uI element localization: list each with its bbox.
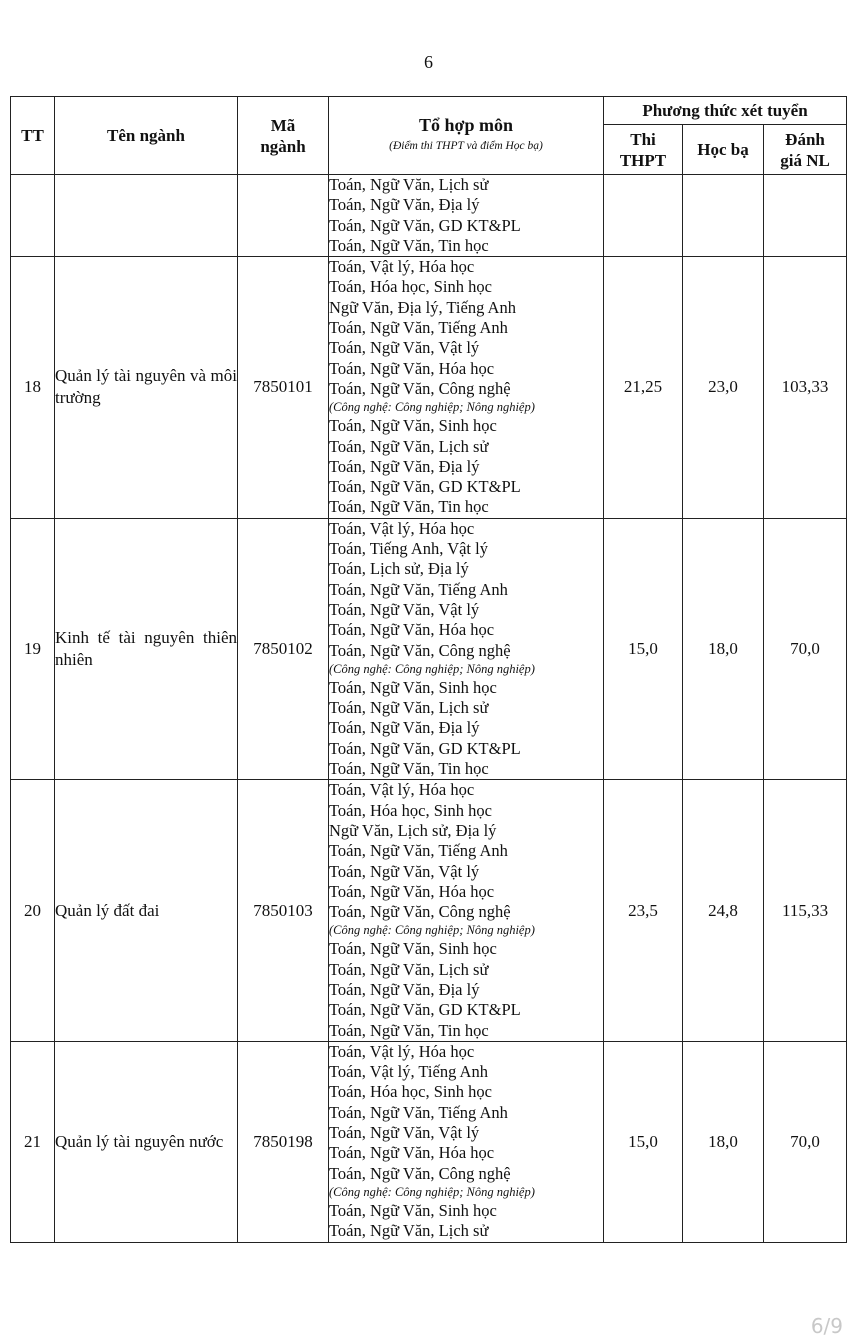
combo-item: Toán, Ngữ Văn, Sinh học [329,1200,497,1220]
row-name [55,175,238,257]
header-name: Tên ngành [55,97,238,175]
row-code: 7850198 [238,1041,329,1242]
row-thpt [604,175,683,257]
combo-item: Toán, Ngữ Văn, Công nghệ [329,902,511,922]
combo-item: Ngữ Văn, Lịch sử, Địa lý [329,820,497,840]
row-thpt-score: 15,0 [604,518,683,780]
row-combos [329,780,604,1042]
combo-note: (Công nghệ: Công nghiệp; Nông nghiệp) [329,1184,535,1199]
combo-item: Toán, Ngữ Văn, Vật lý [329,1123,480,1143]
header-nl [764,125,847,175]
combo-item: Toán, Vật lý, Hóa học [329,257,475,277]
combo-item: Toán, Ngữ Văn, Công nghệ [329,1163,511,1183]
combo-item: Toán, Ngữ Văn, Lịch sử [329,1221,489,1241]
combo-item: Toán, Vật lý, Hóa học [329,780,475,800]
row-tt: 20 [11,780,55,1042]
combo-note: (Công nghệ: Công nghiệp; Nông nghiệp) [329,661,535,676]
combo-item: Toán, Ngữ Văn, Hóa học [329,1143,495,1163]
row-code: 7850103 [238,780,329,1042]
admissions-table [10,96,847,1243]
combo-item: Toán, Ngữ Văn, Hóa học [329,358,495,378]
combo-item: Toán, Ngữ Văn, Vật lý [329,599,480,619]
combo-item: Toán, Hóa học, Sinh học [329,1082,492,1102]
header-thpt-line1: Thi [630,129,656,149]
row-name: Quản lý tài nguyên nước [55,1041,238,1242]
row-code: 7850101 [238,257,329,519]
combo-item: Toán, Ngữ Văn, Tiếng Anh [329,318,508,338]
header-thpt-line2: THPT [619,150,667,170]
combo-note: (Công nghệ: Công nghiệp; Nông nghiệp) [329,923,535,938]
combo-item: Toán, Ngữ Văn, Vật lý [329,861,480,881]
table-row-continuation [11,175,847,257]
row-combos [329,175,604,257]
header-nl-line2: giá NL [780,150,830,170]
combo-item: Toán, Vật lý, Hóa học [329,518,475,538]
row-hocba-score: 23,0 [683,257,764,519]
combo-item: Toán, Ngữ Văn, Địa lý [329,979,480,999]
row-nl-score: 103,33 [764,257,847,519]
row-combos [329,1041,604,1242]
combo-item: Toán, Vật lý, Tiếng Anh [329,1062,488,1082]
row-hocba-score: 24,8 [683,780,764,1042]
combo-item: Toán, Ngữ Văn, Tin học [329,759,489,779]
combo-item: Toán, Ngữ Văn, Tiếng Anh [329,841,508,861]
combo-item: Ngữ Văn, Địa lý, Tiếng Anh [329,297,516,317]
row-thpt-score: 23,5 [604,780,683,1042]
combo-item: Toán, Ngữ Văn, Sinh học [329,416,497,436]
row-nl-score: 70,0 [764,518,847,780]
header-thpt [604,125,683,175]
row-tt: 18 [11,257,55,519]
combo-item: Toán, Lịch sử, Địa lý [329,559,469,579]
header-tt: TT [11,97,55,175]
header-code-line1: Mã [270,115,296,135]
combo-item: Toán, Ngữ Văn, Sinh học [329,677,497,697]
header-combos-note: (Điểm thi THPT và điểm Học bạ) [389,139,543,152]
page-number: 6 [424,52,433,72]
row-combos [329,257,604,519]
combo-item: Toán, Ngữ Văn, GD KT&PL [329,1000,521,1020]
combo-item: Toán, Hóa học, Sinh học [329,800,492,820]
row-hocba [683,175,764,257]
combo-item: Toán, Ngữ Văn, Hóa học [329,620,495,640]
combo-item: Toán, Ngữ Văn, Công nghệ [329,640,511,660]
combo-item: Toán, Ngữ Văn, GD KT&PL [329,477,521,497]
row-nl-score: 115,33 [764,780,847,1042]
row-combos [329,518,604,780]
combo-item: Toán, Ngữ Văn, Lịch sử [329,175,489,194]
combo-item: Toán, Tiếng Anh, Vật lý [329,539,488,559]
row-hocba-score: 18,0 [683,518,764,780]
combo-item: Toán, Ngữ Văn, Lịch sử [329,698,489,718]
combo-item: Toán, Ngữ Văn, Địa lý [329,718,480,738]
combo-item: Toán, Ngữ Văn, Lịch sử [329,959,489,979]
combo-item: Toán, Ngữ Văn, GD KT&PL [329,215,521,235]
row-thpt-score: 15,0 [604,1041,683,1242]
table-row [11,1041,847,1242]
row-tt [11,175,55,257]
combo-item: Toán, Ngữ Văn, Tin học [329,497,489,517]
combo-item: Toán, Ngữ Văn, Địa lý [329,195,480,215]
page-corner-mark: 6/9 [810,1314,843,1338]
combo-item: Toán, Ngữ Văn, Lịch sử [329,436,489,456]
header-hocba: Học bạ [683,125,764,175]
combo-item: Toán, Ngữ Văn, Hóa học [329,881,495,901]
header-combos-title: Tổ hợp môn [419,114,513,135]
combo-item: Toán, Ngữ Văn, Tiếng Anh [329,579,508,599]
combo-item: Toán, Vật lý, Hóa học [329,1041,475,1061]
combo-item: Toán, Ngữ Văn, Địa lý [329,456,480,476]
table-row [11,780,847,1042]
combo-item: Toán, Ngữ Văn, Tin học [329,235,489,255]
row-nl [764,175,847,257]
combo-note: (Công nghệ: Công nghiệp; Nông nghiệp) [329,400,535,415]
combo-item: Toán, Ngữ Văn, Vật lý [329,338,480,358]
header-code-line2: ngành [260,136,306,156]
combo-item: Toán, Hóa học, Sinh học [329,277,492,297]
row-name: Quản lý tài nguyên và môi trường [55,257,238,519]
table-row [11,518,847,780]
combo-item: Toán, Ngữ Văn, Tin học [329,1020,489,1040]
row-name: Kinh tế tài nguyên thiên nhiên [55,518,238,780]
combo-item: Toán, Ngữ Văn, GD KT&PL [329,738,521,758]
combo-item: Toán, Ngữ Văn, Tiếng Anh [329,1102,508,1122]
table-row [11,257,847,519]
row-nl-score: 70,0 [764,1041,847,1242]
table-header [11,97,847,175]
header-combos [329,97,604,175]
header-code [238,97,329,175]
row-tt: 19 [11,518,55,780]
header-nl-line1: Đánh [785,129,825,149]
combo-item: Toán, Ngữ Văn, Sinh học [329,939,497,959]
row-thpt-score: 21,25 [604,257,683,519]
row-code: 7850102 [238,518,329,780]
combo-item: Toán, Ngữ Văn, Công nghệ [329,378,511,398]
row-hocba-score: 18,0 [683,1041,764,1242]
row-code [238,175,329,257]
row-name: Quản lý đất đai [55,780,238,1042]
row-tt: 21 [11,1041,55,1242]
table-body [11,175,847,1243]
header-method: Phương thức xét tuyển [604,97,847,125]
